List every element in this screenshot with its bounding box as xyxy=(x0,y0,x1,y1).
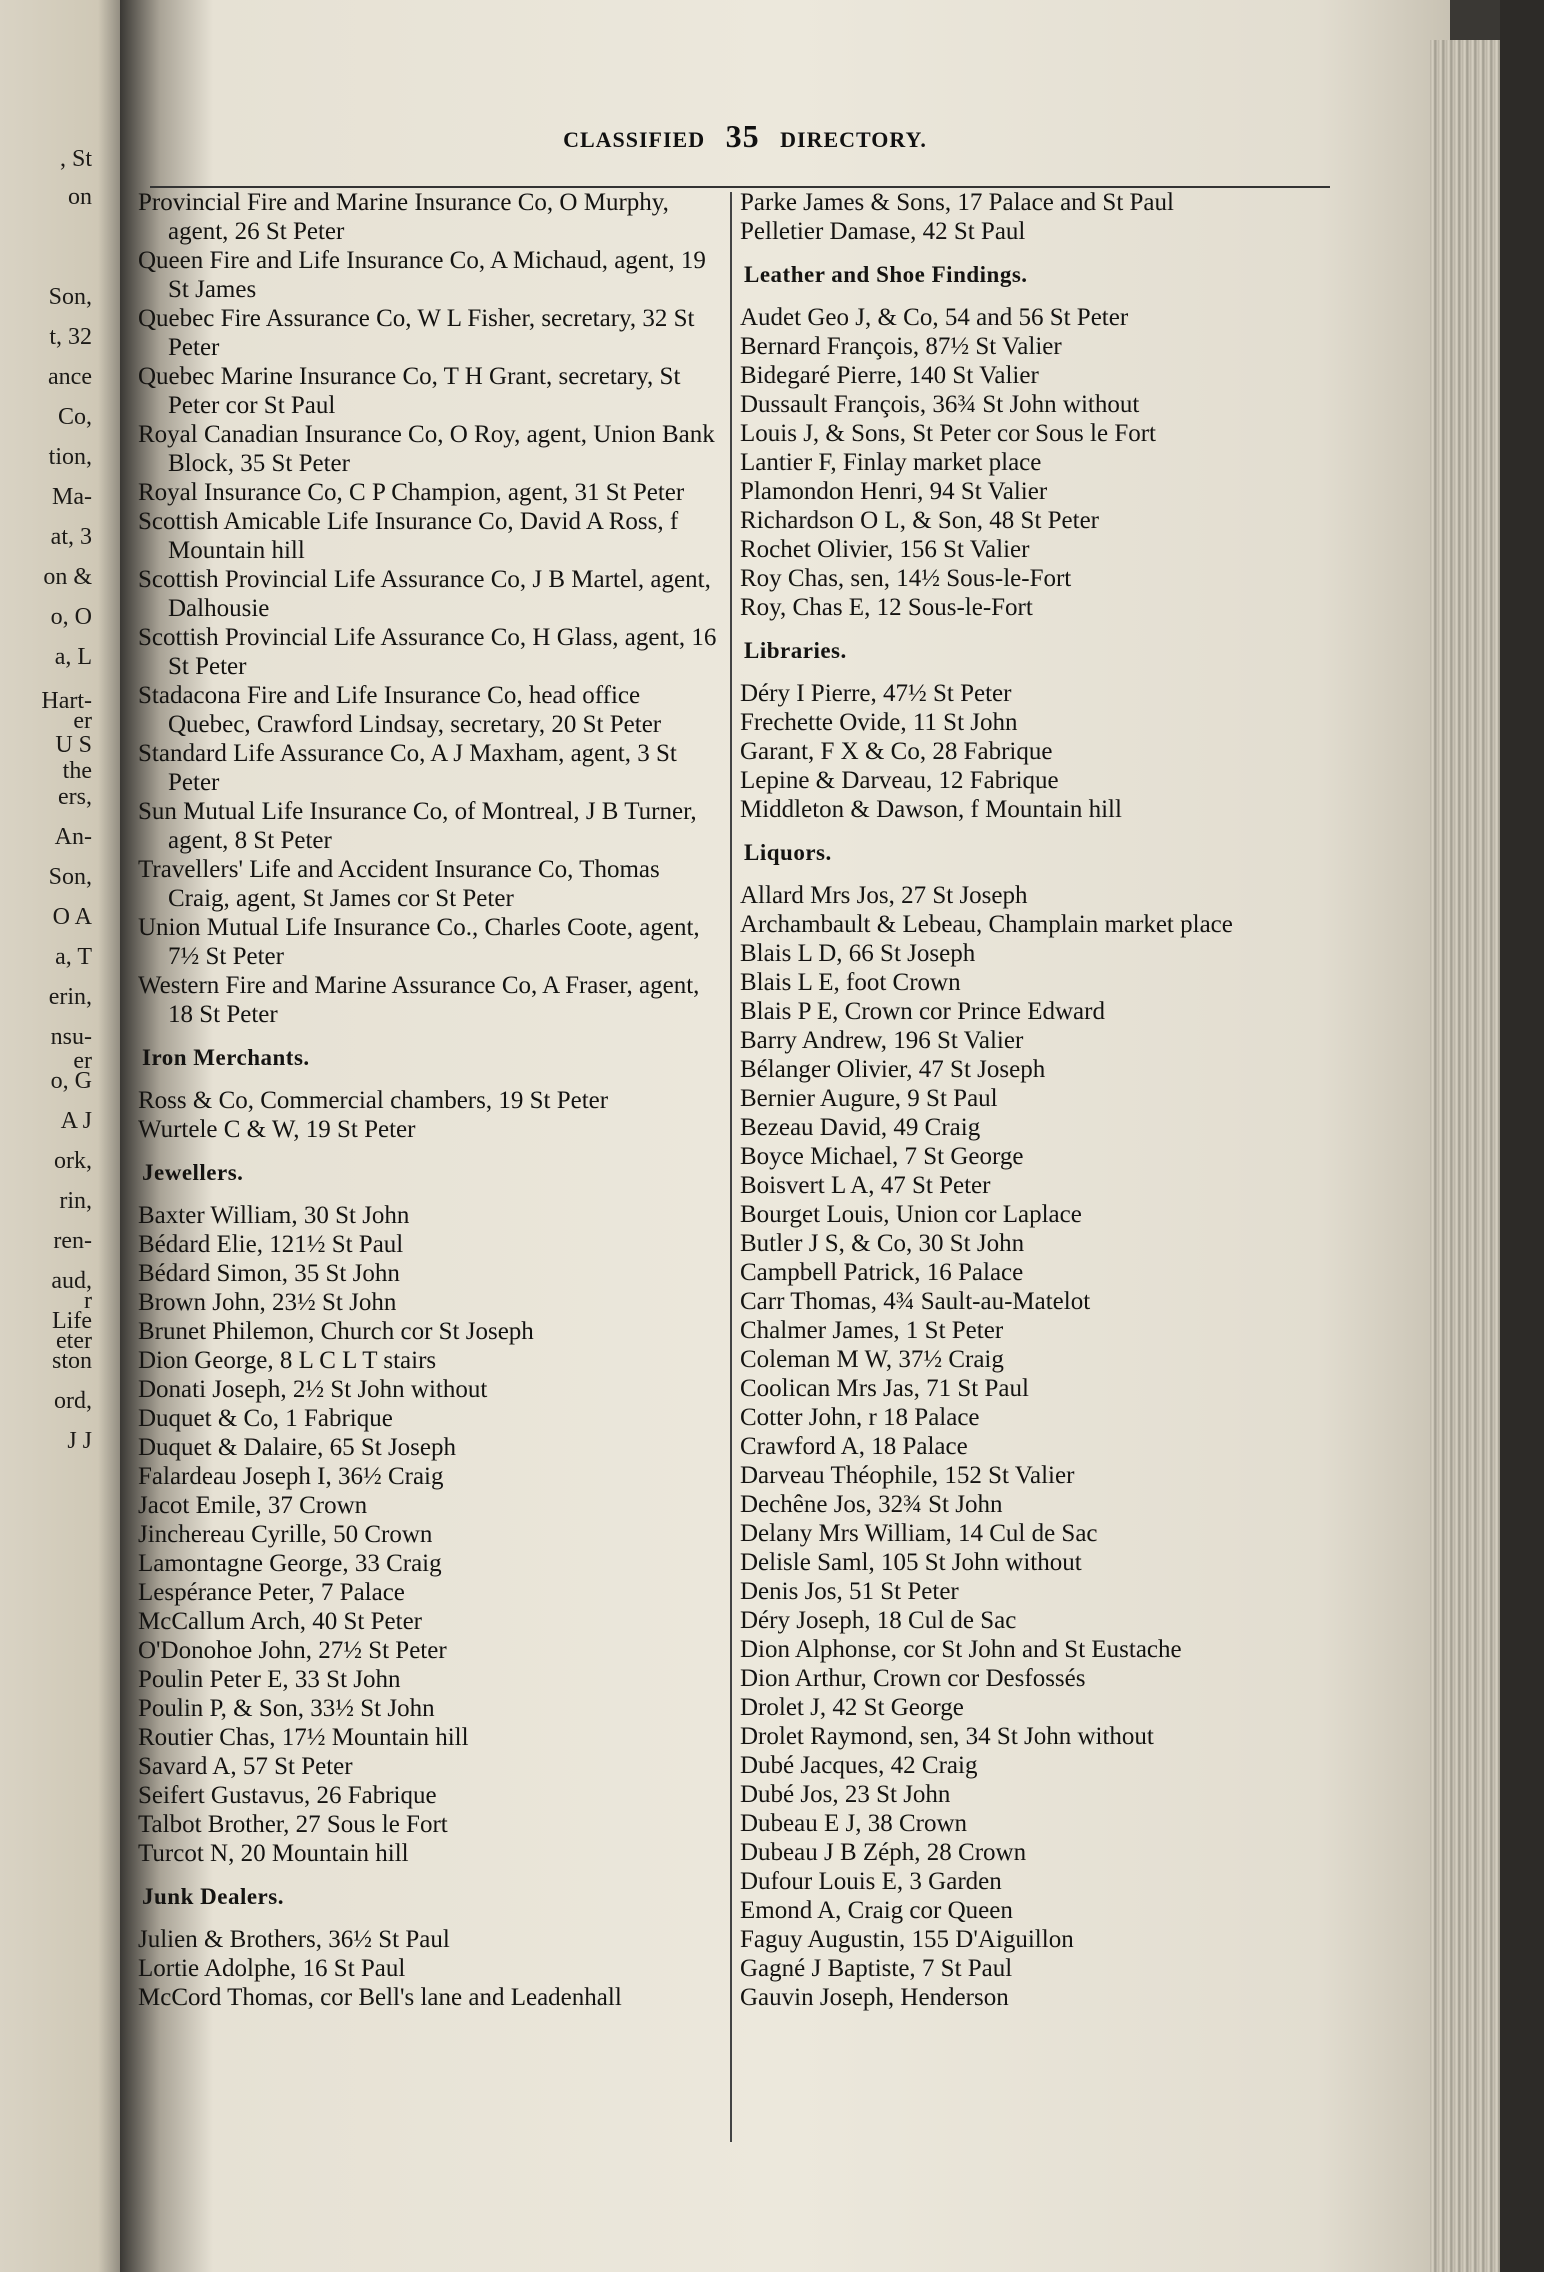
directory-entry: McCallum Arch, 40 St Peter xyxy=(138,1608,422,1635)
column-divider xyxy=(730,192,732,2142)
directory-entry: Poulin P, & Son, 33½ St John xyxy=(138,1695,435,1722)
previous-page-fragment: eter xyxy=(56,1328,92,1354)
previous-page-fragment: ren- xyxy=(53,1228,92,1254)
directory-entry: Lepine & Darveau, 12 Fabrique xyxy=(740,767,1059,794)
directory-entry: Travellers' Life and Accident Insurance Co, Thomas Craig, agent, St James cor St Peter xyxy=(138,856,660,912)
directory-entry: Bernier Augure, 9 St Paul xyxy=(740,1085,998,1112)
directory-entry: Dion Alphonse, cor St John and St Eustache xyxy=(740,1636,1182,1663)
directory-entry: Emond A, Craig cor Queen xyxy=(740,1897,1013,1924)
directory-entry: Lortie Adolphe, 16 St Paul xyxy=(138,1955,406,1982)
directory-entry: Royal Insurance Co, C P Champion, agent, 31 St Peter xyxy=(138,479,685,506)
directory-entry: Quebec Marine Insurance Co, T H Grant, secretary, St Peter cor St Paul xyxy=(138,363,681,419)
directory-entry: Dubé Jacques, 42 Craig xyxy=(740,1752,978,1779)
directory-entry: Standard Life Assurance Co, A J Maxham, agent, 3 St Peter xyxy=(138,740,677,796)
directory-entry: Union Mutual Life Insurance Co., Charles Coote, agent, 7½ St Peter xyxy=(138,914,700,970)
page-number: 35 xyxy=(725,118,760,154)
directory-entry: Déry I Pierre, 47½ St Peter xyxy=(740,680,1012,707)
directory-entry: Frechette Ovide, 11 St John xyxy=(740,709,1018,736)
directory-entry: Scottish Provincial Life Assurance Co, H Glass, agent, 16 St Peter xyxy=(138,624,717,680)
directory-entry: Jinchereau Cyrille, 50 Crown xyxy=(138,1521,433,1548)
directory-entry: Ross & Co, Commercial chambers, 19 St Peter xyxy=(138,1087,609,1114)
directory-entry: Coleman M W, 37½ Craig xyxy=(740,1346,1004,1373)
directory-entry: Brown John, 23½ St John xyxy=(138,1289,397,1316)
directory-entry: Pelletier Damase, 42 St Paul xyxy=(740,218,1026,245)
previous-page-fragment: ers, xyxy=(58,784,92,810)
directory-entry: Blais P E, Crown cor Prince Edward xyxy=(740,998,1105,1025)
directory-entry: Savard A, 57 St Peter xyxy=(138,1753,353,1780)
previous-page-fragment: Co, xyxy=(57,404,92,430)
directory-entry: Archambault & Lebeau, Champlain market place xyxy=(740,911,1233,938)
directory-entry: Delisle Saml, 105 St John without xyxy=(740,1549,1082,1576)
previous-page-fragment: o, G xyxy=(50,1068,92,1094)
directory-entry: Allard Mrs Jos, 27 St Joseph xyxy=(740,882,1028,909)
directory-entry: Coolican Mrs Jas, 71 St Paul xyxy=(740,1375,1029,1402)
directory-entry: Louis J, & Sons, St Peter cor Sous le Fort xyxy=(740,420,1156,447)
directory-entry: Quebec Fire Assurance Co, W L Fisher, secretary, 32 St Peter xyxy=(138,305,695,361)
previous-page-fragment: O A xyxy=(52,904,92,930)
directory-entry: Talbot Brother, 27 Sous le Fort xyxy=(138,1811,448,1838)
directory-entry: Wurtele C & W, 19 St Peter xyxy=(138,1116,416,1143)
directory-entry: Seifert Gustavus, 26 Fabrique xyxy=(138,1782,437,1809)
previous-page-fragment: erin, xyxy=(48,984,92,1010)
previous-page-fragment: , St xyxy=(59,146,92,172)
directory-entry: Drolet J, 42 St George xyxy=(740,1694,964,1721)
directory-entry: Dubeau E J, 38 Crown xyxy=(740,1810,968,1837)
previous-page-fragment: on & xyxy=(43,564,92,590)
previous-page-fragment: at, 3 xyxy=(50,524,92,550)
directory-entry: Audet Geo J, & Co, 54 and 56 St Peter xyxy=(740,304,1129,331)
directory-entry: Jacot Emile, 37 Crown xyxy=(138,1492,368,1519)
directory-entry: Lamontagne George, 33 Craig xyxy=(138,1550,442,1577)
previous-page-fragment: t, 32 xyxy=(49,324,92,350)
left-column xyxy=(138,188,723,2012)
running-head-right: DIRECTORY. xyxy=(780,127,927,152)
directory-entry: Roy, Chas E, 12 Sous-le-Fort xyxy=(740,594,1033,621)
previous-page-fragment: An- xyxy=(54,824,92,850)
directory-entry: Brunet Philemon, Church cor St Joseph xyxy=(138,1318,534,1345)
directory-entry: Plamondon Henri, 94 St Valier xyxy=(740,478,1048,505)
running-head xyxy=(530,118,960,155)
directory-entry: Bédard Simon, 35 St John xyxy=(138,1260,400,1287)
directory-entry: Boisvert L A, 47 St Peter xyxy=(740,1172,991,1199)
previous-page-fragment: r xyxy=(84,1288,92,1314)
previous-page-fragment: nsu- xyxy=(50,1024,92,1050)
directory-entry: Dubeau J B Zéph, 28 Crown xyxy=(740,1839,1027,1866)
page-edges xyxy=(1430,40,1500,2272)
directory-entry: Dion George, 8 L C L T stairs xyxy=(138,1347,437,1374)
section-heading: Leather and Shoe Findings. xyxy=(744,262,1028,287)
directory-entry: Dubé Jos, 23 St John xyxy=(740,1781,951,1808)
directory-entry: Dufour Louis E, 3 Garden xyxy=(740,1868,1002,1895)
directory-entry: Richardson O L, & Son, 48 St Peter xyxy=(740,507,1100,534)
previous-page-fragment: er xyxy=(73,708,92,734)
directory-entry: Queen Fire and Life Insurance Co, A Michaud, agent, 19 St James xyxy=(138,247,706,303)
directory-entry: Lespérance Peter, 7 Palace xyxy=(138,1579,405,1606)
directory-entry: Garant, F X & Co, 28 Fabrique xyxy=(740,738,1053,765)
directory-entry: Faguy Augustin, 155 D'Aiguillon xyxy=(740,1926,1074,1953)
directory-entry: Poulin Peter E, 33 St John xyxy=(138,1666,401,1693)
directory-entry: Provincial Fire and Marine Insurance Co, O Murphy, agent, 26 St Peter xyxy=(138,189,669,245)
directory-entry: Gagné J Baptiste, 7 St Paul xyxy=(740,1955,1013,1982)
previous-page-fragment: rin, xyxy=(59,1188,92,1214)
directory-entry: Scottish Provincial Life Assurance Co, J B Martel, agent, Dalhousie xyxy=(138,566,711,622)
previous-page-fragment: U S xyxy=(55,732,92,758)
directory-entry: Chalmer James, 1 St Peter xyxy=(740,1317,1004,1344)
previous-page-fragment: Ma- xyxy=(52,484,92,510)
directory-entry: Western Fire and Marine Assurance Co, A Fraser, agent, 18 St Peter xyxy=(138,972,700,1028)
directory-entry: Blais L D, 66 St Joseph xyxy=(740,940,976,967)
directory-entry: Darveau Théophile, 152 St Valier xyxy=(740,1462,1075,1489)
directory-entry: Crawford A, 18 Palace xyxy=(740,1433,968,1460)
dark-border xyxy=(1500,0,1544,2272)
section-heading: Iron Merchants. xyxy=(142,1045,310,1070)
directory-entry: Roy Chas, sen, 14½ Sous-le-Fort xyxy=(740,565,1072,592)
directory-entry: Bélanger Olivier, 47 St Joseph xyxy=(740,1056,1046,1083)
directory-entry: O'Donohoe John, 27½ St Peter xyxy=(138,1637,447,1664)
directory-entry: Blais L E, foot Crown xyxy=(740,969,961,996)
directory-entry: Butler J S, & Co, 30 St John xyxy=(740,1230,1025,1257)
previous-page-fragment: ance xyxy=(48,364,92,390)
directory-entry: Scottish Amicable Life Insurance Co, David A Ross, f Mountain hill xyxy=(138,508,679,564)
directory-entry: Déry Joseph, 18 Cul de Sac xyxy=(740,1607,1017,1634)
section-heading: Libraries. xyxy=(744,638,847,663)
previous-page-fragment: A J xyxy=(60,1108,92,1134)
directory-entry: Boyce Michael, 7 St George xyxy=(740,1143,1024,1170)
directory-entry: Baxter William, 30 St John xyxy=(138,1202,410,1229)
directory-entry: Rochet Olivier, 156 St Valier xyxy=(740,536,1030,563)
previous-page-fragment: tion, xyxy=(48,444,92,470)
section-heading: Jewellers. xyxy=(142,1160,244,1185)
directory-entry: Bezeau David, 49 Craig xyxy=(740,1114,981,1141)
directory-entry: Dechêne Jos, 32¾ St John xyxy=(740,1491,1003,1518)
previous-page-fragment: ord, xyxy=(54,1388,92,1414)
directory-entry: Carr Thomas, 4¾ Sault-au-Matelot xyxy=(740,1288,1091,1315)
directory-entry: Dussault François, 36¾ St John without xyxy=(740,391,1140,418)
directory-entry: Falardeau Joseph I, 36½ Craig xyxy=(138,1463,444,1490)
previous-page-fragment: aud, xyxy=(51,1268,92,1294)
section-heading: Junk Dealers. xyxy=(142,1884,284,1909)
directory-entry: Duquet & Co, 1 Fabrique xyxy=(138,1405,393,1432)
previous-page-fragment: ston xyxy=(51,1348,92,1374)
directory-entry: Delany Mrs William, 14 Cul de Sac xyxy=(740,1520,1098,1547)
previous-page-fragment: ork, xyxy=(54,1148,92,1174)
directory-entry: Campbell Patrick, 16 Palace xyxy=(740,1259,1024,1286)
previous-page-fragment: a, L xyxy=(54,644,92,670)
directory-entry: Drolet Raymond, sen, 34 St John without xyxy=(740,1723,1154,1750)
section-heading: Liquors. xyxy=(744,840,832,865)
directory-entry: Bidegaré Pierre, 140 St Valier xyxy=(740,362,1039,389)
previous-page-fragment: Hart- xyxy=(41,688,92,714)
directory-entry: Cotter John, r 18 Palace xyxy=(740,1404,980,1431)
directory-entry: Dion Arthur, Crown cor Desfossés xyxy=(740,1665,1086,1692)
directory-entry: Middleton & Dawson, f Mountain hill xyxy=(740,796,1122,823)
directory-entry: Royal Canadian Insurance Co, O Roy, agent, Union Bank Block, 35 St Peter xyxy=(138,421,715,477)
directory-entry: Donati Joseph, 2½ St John without xyxy=(138,1376,488,1403)
previous-page-fragment: Life xyxy=(52,1308,92,1334)
previous-page-fragment: J J xyxy=(67,1428,92,1454)
directory-entry: Stadacona Fire and Life Insurance Co, head office Quebec, Crawford Lindsay, secretary, 20 St Peter xyxy=(138,682,662,738)
directory-entry: Lantier F, Finlay market place xyxy=(740,449,1042,476)
directory-entry: Bédard Elie, 121½ St Paul xyxy=(138,1231,404,1258)
directory-entry: Sun Mutual Life Insurance Co, of Montreal, J B Turner, agent, 8 St Peter xyxy=(138,798,697,854)
previous-page-fragment: o, O xyxy=(50,604,92,630)
previous-page-fragment: a, T xyxy=(55,944,92,970)
directory-entry: Bourget Louis, Union cor Laplace xyxy=(740,1201,1082,1228)
right-column xyxy=(740,188,1340,2012)
previous-page-fragment: on xyxy=(68,184,92,210)
previous-page-fragment: the xyxy=(62,758,92,784)
directory-entry: Turcot N, 20 Mountain hill xyxy=(138,1840,409,1867)
directory-entry: Routier Chas, 17½ Mountain hill xyxy=(138,1724,469,1751)
directory-entry: Bernard François, 87½ St Valier xyxy=(740,333,1062,360)
directory-entry: Duquet & Dalaire, 65 St Joseph xyxy=(138,1434,457,1461)
previous-page-fragment: Son, xyxy=(48,864,92,890)
directory-entry: Julien & Brothers, 36½ St Paul xyxy=(138,1926,450,1953)
previous-page-fragment: Son, xyxy=(48,284,92,310)
previous-page-fragment: er xyxy=(73,1048,92,1074)
directory-entry: Gauvin Joseph, Henderson xyxy=(740,1984,1009,2011)
directory-entry: Parke James & Sons, 17 Palace and St Paul xyxy=(740,189,1174,216)
directory-entry: Denis Jos, 51 St Peter xyxy=(740,1578,959,1605)
running-head-left: CLASSIFIED xyxy=(563,127,706,152)
directory-entry: McCord Thomas, cor Bell's lane and Leadenhall xyxy=(138,1984,622,2011)
directory-entry: Barry Andrew, 196 St Valier xyxy=(740,1027,1024,1054)
